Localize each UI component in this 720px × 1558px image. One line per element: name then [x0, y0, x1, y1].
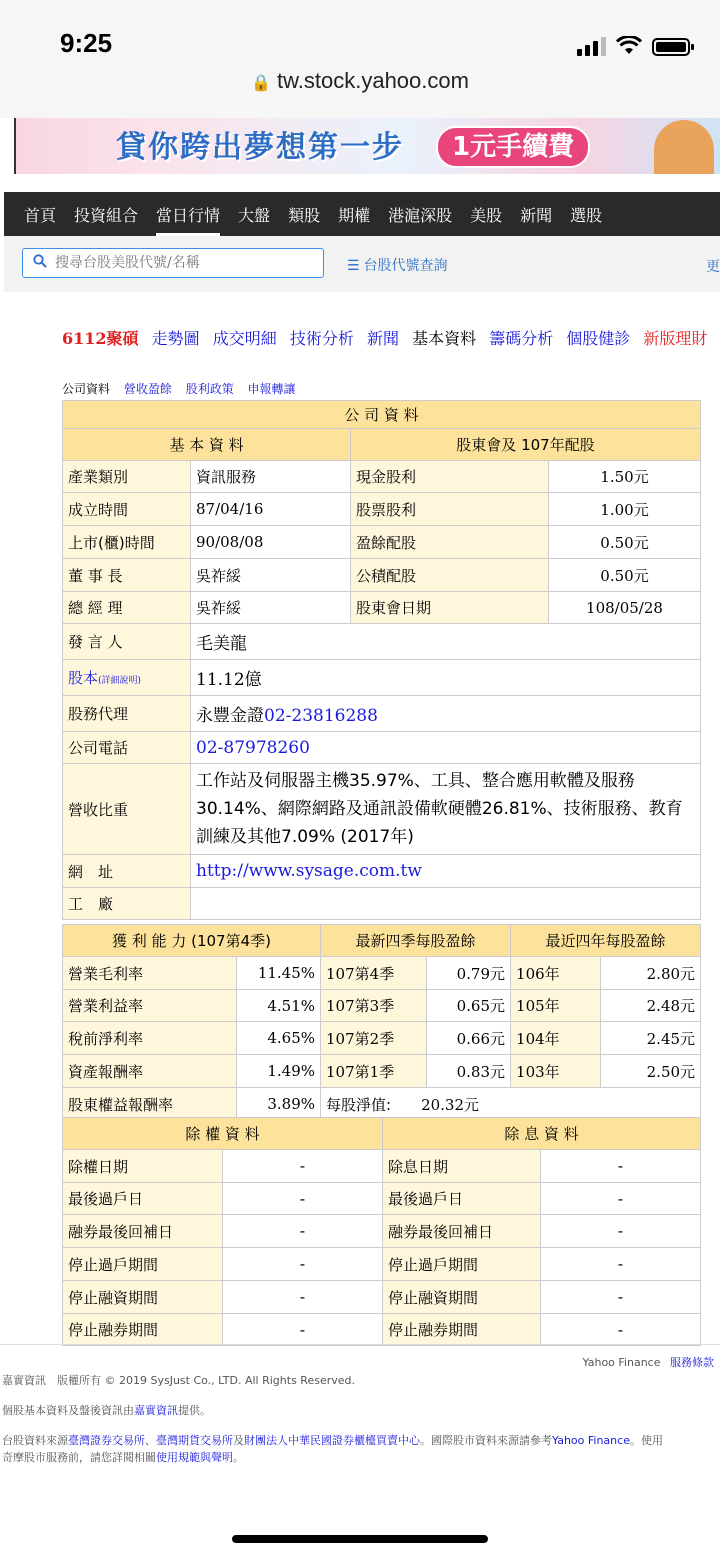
basic-header: 基 本 資 料	[63, 429, 351, 461]
value-founded: 87/04/16	[191, 493, 351, 526]
source-suffix: 。使用	[629, 1434, 663, 1447]
quarter-label: 107第4季	[321, 957, 427, 990]
lock-icon: 🔒	[251, 75, 271, 92]
label-nav: 每股淨值:	[326, 1095, 392, 1114]
status-bar	[0, 0, 720, 118]
value-gm: 吳祚綏	[191, 592, 351, 624]
nav-market[interactable]: 大盤	[238, 205, 271, 225]
year-label: 106年	[511, 957, 601, 990]
more-link[interactable]: 更	[706, 259, 720, 275]
phone-link[interactable]: 02-87978260	[191, 732, 701, 764]
label-last-transfer: 最後過戶日	[63, 1183, 223, 1215]
year-label: 104年	[511, 1022, 601, 1055]
subtab-dividend[interactable]: 股利政策	[185, 382, 234, 396]
tab-news[interactable]: 新聞	[366, 329, 399, 348]
search-box[interactable]	[22, 248, 324, 278]
label-margin-halt: 停止融資期間	[63, 1281, 223, 1314]
tab-health[interactable]: 個股健診	[566, 329, 631, 348]
label-meeting-date: 股東會日期	[351, 592, 549, 624]
value-industry: 資訊服務	[191, 461, 351, 493]
value-short-halt-div: -	[541, 1314, 701, 1346]
nav-screener[interactable]: 選股	[570, 205, 603, 225]
value-margin-halt-div: -	[541, 1281, 701, 1314]
nav-us[interactable]: 美股	[470, 205, 503, 225]
provider-suffix: 提供。	[178, 1404, 211, 1417]
year-eps: 2.50元	[601, 1055, 701, 1088]
terms-line	[2, 1449, 244, 1465]
value-operating-margin: 4.51%	[237, 990, 321, 1022]
clock: 9:25	[60, 28, 113, 58]
label-capital	[63, 660, 191, 696]
source-line	[2, 1432, 663, 1448]
label-short-cover-div: 融券最後回補日	[383, 1215, 541, 1248]
label-earnings-stock: 盈餘配股	[351, 526, 549, 559]
source-intl: 。國際股市資料來源請參考	[420, 1434, 552, 1447]
year-label: 103年	[511, 1055, 601, 1088]
capital-link[interactable]: 股本	[68, 669, 99, 687]
label-transfer-halt-div: 停止過戶期間	[383, 1248, 541, 1281]
label-operating-margin: 營業利益率	[63, 990, 237, 1022]
nav-news[interactable]: 新聞	[520, 205, 553, 225]
value-ex-right-date: -	[223, 1150, 383, 1183]
terms-suffix: 。	[233, 1451, 244, 1464]
profit-header: 獲 利 能 力 (107第4季)	[63, 925, 321, 957]
dividend-header: 股東會及 107年配股	[351, 429, 701, 461]
label-agent: 股務代理	[63, 696, 191, 732]
banner-person-image	[654, 120, 714, 174]
value-short-cover: -	[223, 1215, 383, 1248]
company-title: 公 司 資 料	[63, 401, 701, 429]
search-input[interactable]	[53, 254, 317, 272]
source-prefix: 台股資料來源	[2, 1434, 68, 1447]
label-ex-right-date: 除權日期	[63, 1150, 223, 1183]
nav-quotes[interactable]: 當日行情	[156, 191, 220, 238]
yahoo-finance-link[interactable]: Yahoo Finance	[552, 1434, 630, 1447]
quarter-eps: 0.83元	[427, 1055, 511, 1088]
label-industry: 產業類別	[63, 461, 191, 493]
label-website: 網 址	[63, 855, 191, 888]
label-gross-margin: 營業毛利率	[63, 957, 237, 990]
label-spokesperson: 發 言 人	[63, 624, 191, 660]
subtab-company[interactable]: 公司資料	[62, 382, 111, 396]
label-factory: 工 廠	[63, 888, 191, 920]
ad-banner[interactable]	[14, 118, 720, 174]
value-margin-halt: -	[223, 1281, 383, 1314]
tab-chart[interactable]: 走勢圖	[151, 329, 200, 348]
signal-icon	[577, 36, 606, 56]
stock-code-lookup-link[interactable]	[347, 255, 448, 275]
stock-code-lookup-label: 台股代號查詢	[363, 258, 448, 274]
tab-basic-info[interactable]: 基本資料	[412, 329, 477, 348]
source-and: 及	[233, 1434, 244, 1447]
footer-divider	[0, 1344, 720, 1345]
value-chairman: 吳祚綏	[191, 559, 351, 592]
year-label: 105年	[511, 990, 601, 1022]
wifi-icon	[616, 36, 642, 56]
label-short-halt: 停止融券期間	[63, 1314, 223, 1346]
value-stock-dividend: 1.00元	[549, 493, 701, 526]
value-gross-margin: 11.45%	[237, 957, 321, 990]
value-agent	[191, 696, 701, 732]
terms-link[interactable]: 服務條款	[670, 1356, 714, 1369]
label-roa: 資產報酬率	[63, 1055, 237, 1088]
label-transfer-halt: 停止過戶期間	[63, 1248, 223, 1281]
value-capital: 11.12億	[191, 660, 701, 696]
label-revenue-mix: 營收比重	[63, 764, 191, 855]
tab-technical[interactable]: 技術分析	[289, 329, 354, 348]
stock-name: 6112聚碩	[62, 329, 139, 348]
nav-futures[interactable]: 期權	[338, 205, 371, 225]
search-row	[4, 236, 720, 292]
value-listed: 90/08/08	[191, 526, 351, 559]
value-earnings-stock: 0.50元	[549, 526, 701, 559]
home-indicator[interactable]	[232, 1535, 488, 1543]
main-nav	[4, 192, 720, 236]
label-founded: 成立時間	[63, 493, 191, 526]
tab-trades[interactable]: 成交明細	[212, 329, 277, 348]
value-roe: 3.89%	[237, 1088, 321, 1121]
address-bar[interactable]	[0, 68, 720, 94]
quarter-eps-header: 最新四季每股盈餘	[321, 925, 511, 957]
value-reserve-stock: 0.50元	[549, 559, 701, 592]
label-pretax-margin: 稅前淨利率	[63, 1022, 237, 1055]
search-icon	[33, 254, 51, 272]
quarter-label: 107第3季	[321, 990, 427, 1022]
value-ex-dividend-date: -	[541, 1150, 701, 1183]
twse-link[interactable]: 臺灣證券交易所	[68, 1434, 145, 1447]
tab-new-finance[interactable]: 新版理財	[643, 329, 708, 348]
list-icon: ☰	[347, 258, 360, 274]
data-provider-line	[2, 1402, 211, 1418]
quarter-eps: 0.79元	[427, 957, 511, 990]
value-spokesperson: 毛美龍	[191, 624, 701, 660]
nav-hk-cn[interactable]: 港滬深股	[388, 205, 453, 225]
value-cash-dividend: 1.50元	[549, 461, 701, 493]
footer-yahoo-finance: Yahoo Finance	[582, 1356, 661, 1369]
year-eps: 2.80元	[601, 957, 701, 990]
value-factory	[191, 888, 701, 920]
label-phone: 公司電話	[63, 732, 191, 764]
banner-pill: 1元手續費	[436, 126, 590, 168]
label-roe: 股東權益報酬率	[63, 1088, 237, 1121]
stock-tabs	[62, 326, 715, 349]
value-short-cover-div: -	[541, 1215, 701, 1248]
ex-dividend-header: 除 息 資 料	[383, 1118, 701, 1150]
battery-icon	[652, 38, 690, 56]
label-cash-dividend: 現金股利	[351, 461, 549, 493]
label-short-halt-div: 停止融券期間	[383, 1314, 541, 1346]
footer-links	[583, 1354, 714, 1370]
profitability-table	[62, 924, 701, 1121]
quarter-label: 107第1季	[321, 1055, 427, 1088]
taifex-link[interactable]: 臺灣期貨交易所	[156, 1434, 233, 1447]
agent-name: 永豐金證	[196, 706, 264, 726]
label-short-cover: 融券最後回補日	[63, 1215, 223, 1248]
quarter-eps: 0.65元	[427, 990, 511, 1022]
value-meeting-date: 108/05/28	[549, 592, 701, 624]
label-ex-dividend-date: 除息日期	[383, 1150, 541, 1183]
provider-prefix: 個股基本資料及盤後資訊由	[2, 1404, 134, 1417]
label-last-transfer-div: 最後過戶日	[383, 1183, 541, 1215]
nav-portfolio[interactable]: 投資組合	[74, 205, 139, 225]
sub-tabs	[62, 380, 306, 397]
status-icons	[577, 32, 690, 56]
tpex-link[interactable]: 財團法人中華民國證券櫃檯買賣中心	[244, 1434, 420, 1447]
value-revenue-mix: 工作站及伺服器主機35.97%、工具、整合應用軟體及服務30.14%、網際網路及通訊設備軟硬體26.81%、技術服務、教育訓練及其他7.09% (2017年)	[191, 764, 701, 855]
label-stock-dividend: 股票股利	[351, 493, 549, 526]
quarter-label: 107第2季	[321, 1022, 427, 1055]
provider-link[interactable]: 嘉實資訊	[134, 1404, 178, 1417]
nav-sectors[interactable]: 類股	[288, 205, 321, 225]
value-last-transfer: -	[223, 1183, 383, 1215]
year-eps-header: 最近四年每股盈餘	[511, 925, 701, 957]
capital-detail-link[interactable]: (詳細說明)	[98, 676, 142, 686]
address-text: tw.stock.yahoo.com	[276, 68, 469, 93]
value-transfer-halt: -	[223, 1248, 383, 1281]
company-info-table	[62, 400, 701, 920]
usage-terms-link[interactable]: 使用規範與聲明	[156, 1451, 233, 1464]
website-link[interactable]: http://www.sysage.com.tw	[191, 855, 701, 888]
subtab-transfer[interactable]: 申報轉讓	[247, 382, 296, 396]
value-transfer-halt-div: -	[541, 1248, 701, 1281]
value-pretax-margin: 4.65%	[237, 1022, 321, 1055]
banner-text: 貸你跨出夢想第一步	[116, 130, 404, 165]
label-margin-halt-div: 停止融資期間	[383, 1281, 541, 1314]
value-nav: 20.32元	[421, 1095, 480, 1114]
nav-home[interactable]: 首頁	[24, 205, 57, 225]
label-gm: 總 經 理	[63, 592, 191, 624]
label-reserve-stock: 公積配股	[351, 559, 549, 592]
agent-phone-link[interactable]: 02-23816288	[264, 706, 378, 726]
source-sep: 、	[145, 1434, 156, 1447]
ex-dividend-table	[62, 1117, 701, 1346]
label-listed: 上市(櫃)時間	[63, 526, 191, 559]
ex-right-header: 除 權 資 料	[63, 1118, 383, 1150]
nav-cell	[321, 1088, 701, 1121]
year-eps: 2.45元	[601, 1022, 701, 1055]
subtab-revenue[interactable]: 營收盈餘	[123, 382, 172, 396]
value-last-transfer-div: -	[541, 1183, 701, 1215]
terms-prefix: 奇摩股市服務前，請您詳閱相關	[2, 1451, 156, 1464]
label-chairman: 董 事 長	[63, 559, 191, 592]
value-short-halt: -	[223, 1314, 383, 1346]
year-eps: 2.48元	[601, 990, 701, 1022]
tab-chips[interactable]: 籌碼分析	[489, 329, 554, 348]
quarter-eps: 0.66元	[427, 1022, 511, 1055]
copyright: 嘉實資訊 版權所有 © 2019 SysJust Co., LTD. All Rights Reserved.	[2, 1374, 355, 1387]
value-roa: 1.49%	[237, 1055, 321, 1088]
